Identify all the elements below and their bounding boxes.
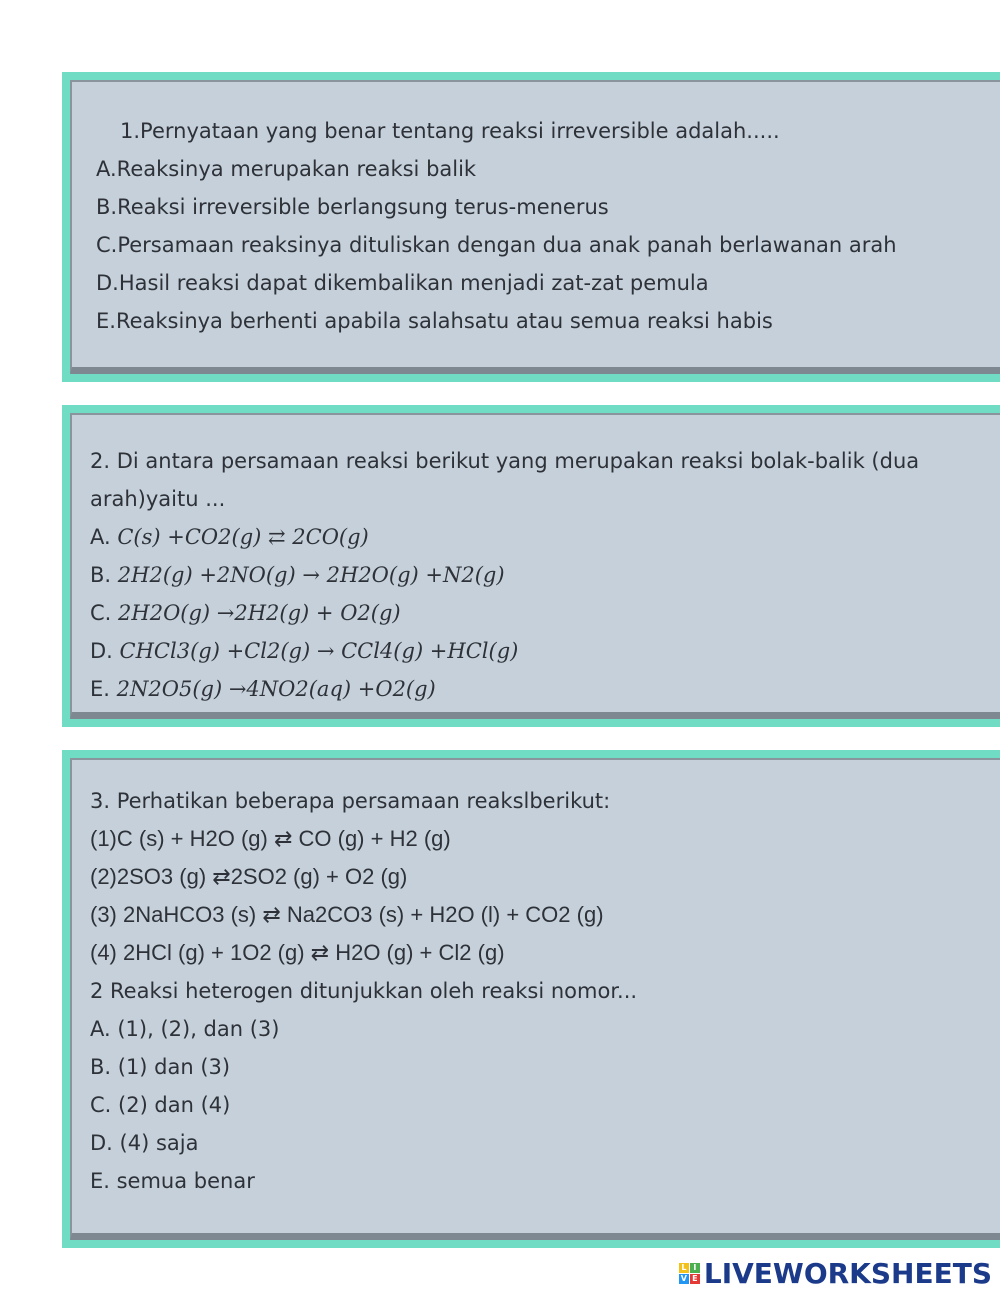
- option-label: D.: [90, 639, 113, 663]
- question-2-stem-line-2: arah)yaitu ...: [90, 487, 226, 511]
- question-3-reaction-1: (1)C (s) + H2O (g) ⇄ CO (g) + H2 (g): [90, 826, 451, 851]
- question-3-option-e[interactable]: E. semua benar: [90, 1169, 255, 1193]
- question-1-option-a[interactable]: A.Reaksinya merupakan reaksi balik: [96, 157, 477, 181]
- question-2-option-c[interactable]: [90, 594, 1000, 632]
- logo-letter: I: [690, 1263, 700, 1273]
- question-1-option-e[interactable]: E.Reaksinya berhenti apabila salahsatu atau semua reaksi habis: [96, 309, 773, 333]
- option-equation: CHCl3(g) +Cl2(g) → CCl4(g) +HCl(g): [119, 639, 519, 663]
- question-1-option-c[interactable]: C.Persamaan reaksinya dituliskan dengan dua anak panah berlawanan arah: [96, 233, 897, 257]
- question-card-2: [62, 405, 1000, 727]
- liveworksheets-logo-icon: [679, 1263, 700, 1284]
- question-2-stem-line-1: 2. Di antara persamaan reaksi berikut yang merupakan reaksi bolak-balik (dua: [90, 449, 920, 473]
- question-card-2-body: [70, 413, 1000, 719]
- option-label: E.: [90, 677, 110, 701]
- question-3-option-a[interactable]: A. (1), (2), dan (3): [90, 1017, 280, 1041]
- question-card-3-body: [70, 758, 1000, 1240]
- question-card-3: [62, 750, 1000, 1248]
- logo-letter: V: [680, 1274, 687, 1283]
- question-3-reaction-4: (4) 2HCl (g) + 1O2 (g) ⇄ H2O (g) + Cl2 (g): [90, 940, 505, 965]
- question-3-option-b[interactable]: B. (1) dan (3): [90, 1055, 231, 1079]
- question-card-1: [62, 72, 1000, 382]
- logo-letter: E: [690, 1274, 700, 1284]
- question-3-stem: 3. Perhatikan beberapa persamaan reakslberikut:: [90, 789, 611, 813]
- question-2-option-b[interactable]: [90, 556, 1000, 594]
- question-card-1-body: [70, 80, 1000, 374]
- liveworksheets-brand: LIVEWORKSHEETS: [703, 1257, 992, 1290]
- question-3-reaction-3: (3) 2NaHCO3 (s) ⇄ Na2CO3 (s) + H2O (l) + CO2 (g): [90, 902, 604, 927]
- question-2-option-a[interactable]: [90, 518, 1000, 556]
- question-1-stem: 1.Pernyataan yang benar tentang reaksi irreversible adalah.....: [120, 119, 780, 143]
- option-equation: 2N2O5(g) →4NO2(aq) +O2(g): [116, 677, 436, 701]
- question-1-option-d[interactable]: D.Hasil reaksi dapat dikembalikan menjadi zat-zat pemula: [96, 271, 709, 295]
- liveworksheets-footer: [679, 1257, 992, 1290]
- logo-letter: L: [679, 1263, 689, 1273]
- question-3-option-d[interactable]: D. (4) saja: [90, 1131, 199, 1155]
- option-label: A.: [90, 525, 111, 549]
- question-1-option-b[interactable]: B.Reaksi irreversible berlangsung terus-menerus: [96, 195, 609, 219]
- option-equation: 2H2(g) +2NO(g) → 2H2O(g) +N2(g): [117, 563, 505, 587]
- option-equation: 2H2O(g) →2H2(g) + O2(g): [118, 601, 401, 625]
- question-3-reaction-2: (2)2SO3 (g) ⇄2SO2 (g) + O2 (g): [90, 864, 408, 889]
- question-3-prompt: 2 Reaksi heterogen ditunjukkan oleh reaksi nomor...: [90, 979, 638, 1003]
- option-equation: C(s) +CO2(g) ⇄ 2CO(g): [117, 525, 369, 549]
- question-2-option-d[interactable]: [90, 632, 1000, 670]
- question-2-option-e[interactable]: [90, 670, 1000, 708]
- option-label: B.: [90, 563, 112, 587]
- question-3-option-c[interactable]: C. (2) dan (4): [90, 1093, 231, 1117]
- option-label: C.: [90, 601, 112, 625]
